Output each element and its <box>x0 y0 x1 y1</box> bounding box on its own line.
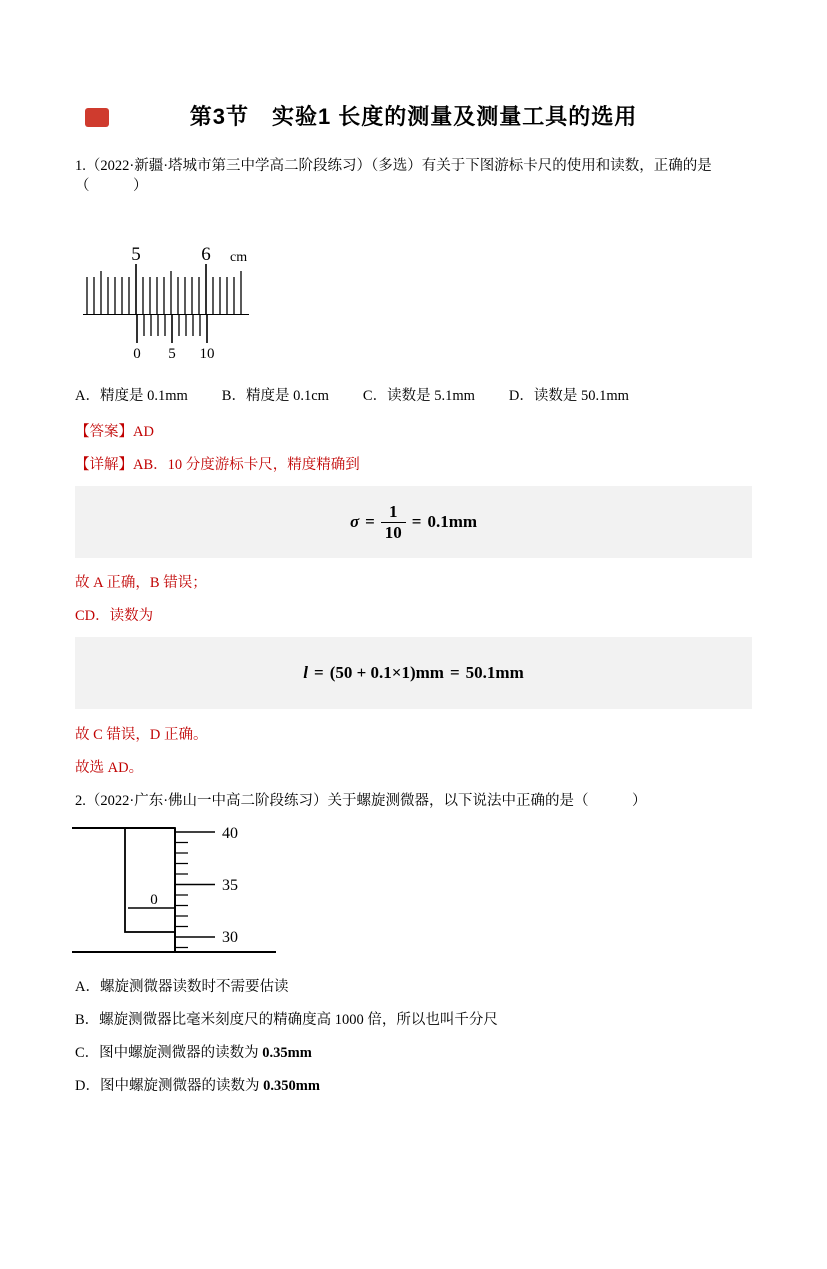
vernier-caliper-diagram <box>83 244 253 369</box>
micrometer-minor-ticks <box>175 843 188 948</box>
caliper-unit-label: cm <box>230 250 248 265</box>
formula-result: 50.1mm <box>465 663 524 683</box>
caliper-vernier-major-ticks <box>137 315 207 343</box>
option-d: D．读数是 50.1mm <box>508 388 629 404</box>
q2-option-a-text: A．螺旋测微器读数时不需要估读 <box>75 979 289 996</box>
formula-l-symbol: l <box>303 663 308 683</box>
formula-expression: (50 + 0.1×1)mm <box>329 663 444 683</box>
q2-option-c-text: C．图中螺旋测微器的读数为 <box>75 1045 263 1062</box>
q2-option-b <box>75 1010 752 1030</box>
micrometer-label-35: 35 <box>222 877 238 895</box>
caliper-main-label-6: 6 <box>201 244 211 265</box>
caliper-vernier-label-5: 5 <box>168 346 176 362</box>
formula-reading-box <box>75 637 752 709</box>
micrometer-main-scale-label: 0 <box>150 892 158 909</box>
micrometer-label-40: 40 <box>222 825 238 843</box>
formula-reading <box>303 663 523 683</box>
caliper-main-ticks <box>87 277 234 314</box>
explanation-cd: 故 C 错误，D 正确。 <box>75 727 208 744</box>
caliper-vernier-label-10: 10 <box>199 346 215 362</box>
brand-logo <box>85 108 109 127</box>
formula-result: 0.1mm <box>427 512 478 532</box>
micrometer-label-30: 30 <box>222 929 238 947</box>
fraction <box>381 502 406 542</box>
option-c: C．读数是 5.1mm <box>362 388 475 404</box>
q2-option-d-bold: 0.350mm <box>263 1078 320 1095</box>
q2-option-d-text: D．图中螺旋测微器的读数为 <box>75 1078 264 1095</box>
micrometer-major-ticks <box>175 832 215 937</box>
micrometer-diagram <box>70 819 280 959</box>
explanation-intro: 【详解】AB．10 分度游标卡尺，精度精确到 <box>75 457 360 473</box>
option-a: A．精度是 0.1mm <box>75 388 188 404</box>
explanation-ab: 故 A 正确，B 错误； <box>75 575 207 592</box>
answer-line: 【答案】AD <box>75 424 154 440</box>
equals-sign: = <box>365 512 375 532</box>
question-1-options <box>75 386 752 406</box>
document-page <box>0 100 827 1269</box>
formula-sigma-symbol: σ <box>349 512 360 532</box>
conclusion-line: 故选 AD。 <box>75 760 144 777</box>
q2-option-c-bold: 0.35mm <box>262 1045 312 1062</box>
equals-sign: = <box>449 663 460 683</box>
q2-option-d <box>75 1076 752 1096</box>
equals-sign: = <box>411 512 422 532</box>
question-2-stem: 2.（2022·广东·佛山一中高二阶段练习）关于螺旋测微器，以下说法中正确的是（ ） <box>75 793 647 810</box>
equals-sign: = <box>314 663 324 683</box>
worksheet-content <box>0 100 827 1096</box>
fraction-numerator: 1 <box>389 502 398 521</box>
q2-option-c <box>75 1043 752 1063</box>
question-1-stem: 1.（2022·新疆·塔城市第三中学高二阶段练习）（多选）有关于下图游标卡尺的使用和读数，正确的是（ ） <box>75 158 712 194</box>
q2-option-a <box>75 977 752 997</box>
page-title: 第3节 实验1 长度的测量及测量工具的选用 <box>189 104 638 129</box>
formula-precision <box>350 502 477 542</box>
explanation-cd-intro: CD．读数为 <box>75 608 154 625</box>
fraction-denominator: 10 <box>381 522 406 543</box>
q2-option-b-text: B．螺旋测微器比毫米刻度尺的精确度高 1000 倍，所以也叫千分尺 <box>75 1012 498 1029</box>
option-b: B．精度是 0.1cm <box>221 388 329 404</box>
caliper-vernier-label-0: 0 <box>133 346 141 362</box>
caliper-main-label-5: 5 <box>131 244 141 265</box>
formula-precision-box <box>75 486 752 558</box>
micrometer-sleeve <box>125 828 175 932</box>
